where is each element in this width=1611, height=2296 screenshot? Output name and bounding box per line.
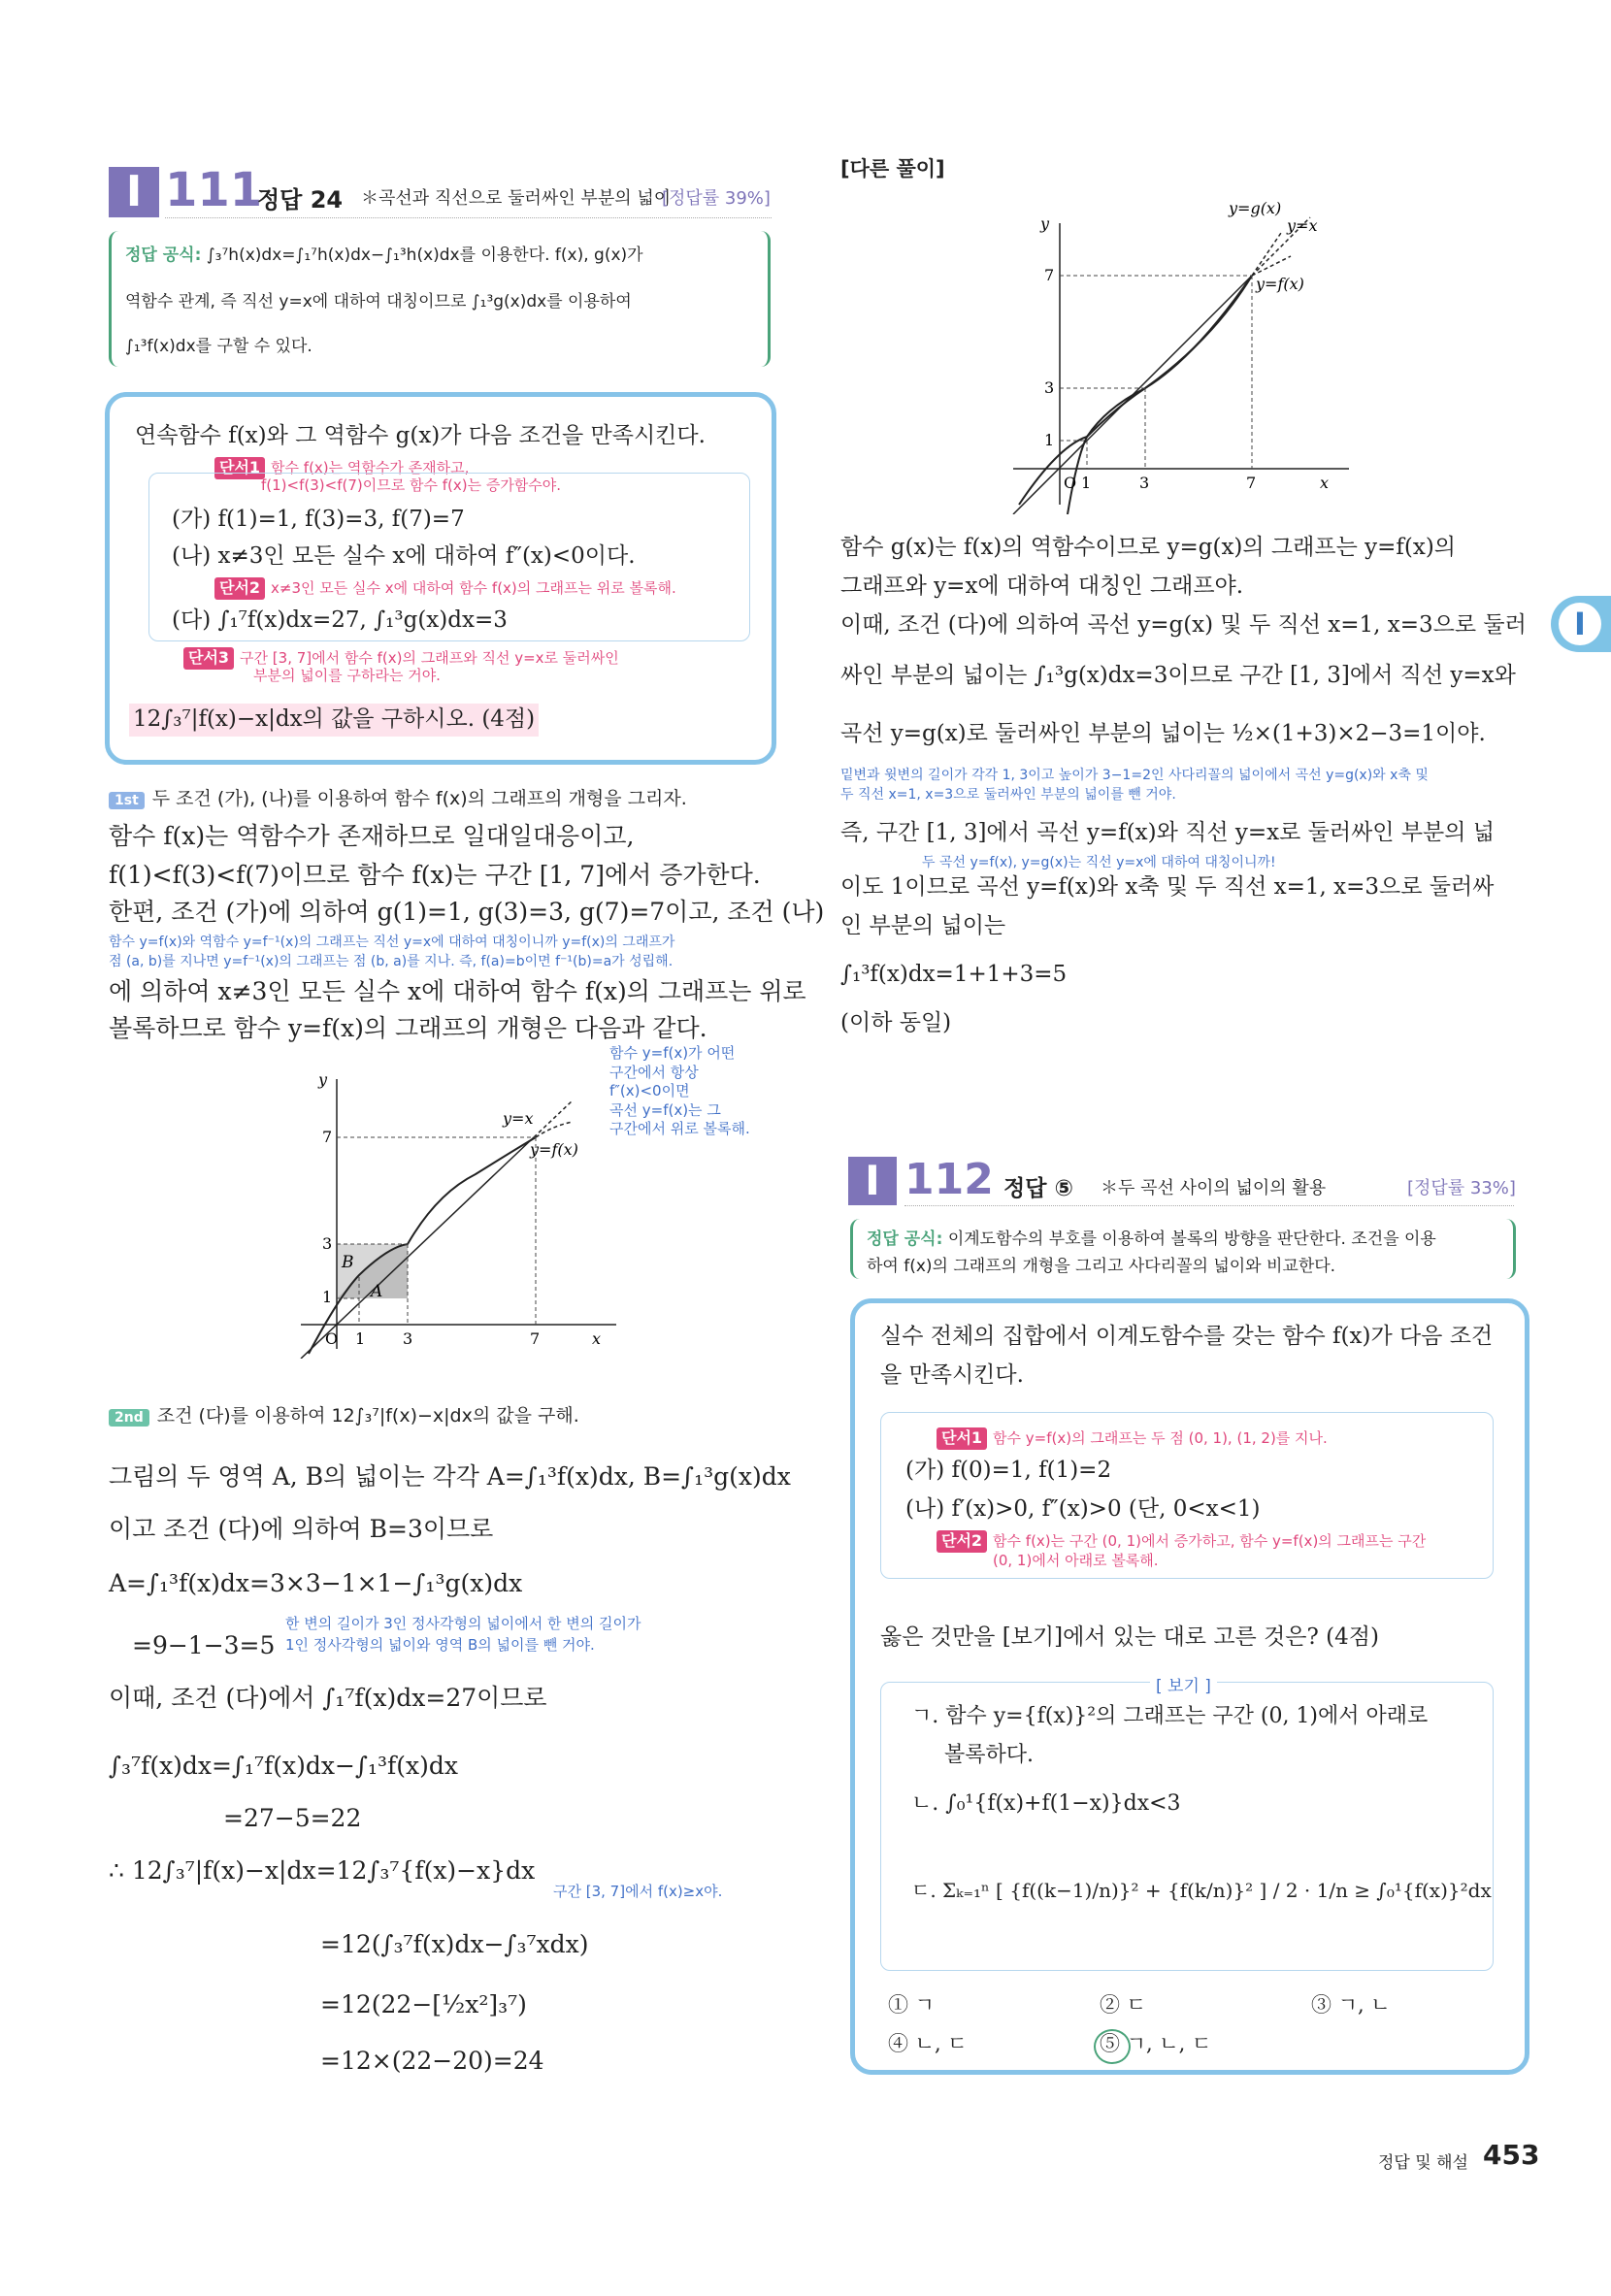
roman-numeral-badge: I bbox=[109, 167, 159, 217]
problem-box bbox=[850, 1298, 1529, 2075]
region-b-label: B bbox=[342, 1253, 354, 1272]
tick-x-3: 3 bbox=[403, 1329, 413, 1348]
alt-line-6: 즉, 구간 [1, 3]에서 곡선 y=f(x)와 직선 y=x로 둘러싸인 부분의 넓 bbox=[840, 820, 1496, 845]
formula-line-3: ∫₁³f(x)dx를 구할 수 있다. bbox=[125, 337, 312, 356]
hint-tag: 단서2 bbox=[214, 577, 265, 600]
step-badge: 2nd bbox=[109, 1409, 149, 1427]
tick-x-3: 3 bbox=[1139, 474, 1150, 492]
tick-y-3: 3 bbox=[322, 1234, 333, 1253]
bogi-item-3: ㄷ. Σₖ₌₁ⁿ [ {f((k−1)/n)}² + {f(k/n)}² ] / 2 · 1/n ≥ ∫₀¹{f(x)}²dx bbox=[911, 1879, 1492, 1902]
step-badge: 1st bbox=[109, 792, 145, 809]
condition-da: (다) ∫₁⁷f(x)dx=27, ∫₁³g(x)dx=3 bbox=[172, 607, 508, 633]
page-number: 453 bbox=[1483, 2139, 1540, 2171]
step1-line-1: 함수 f(x)는 역함수가 존재하므로 일대일대응이고, bbox=[109, 822, 635, 850]
step2-line-11: =12×(22−20)=24 bbox=[320, 2047, 544, 2075]
step1-line-5: 볼록하므로 함수 y=f(x)의 그래프의 개형은 다음과 같다. bbox=[109, 1014, 707, 1042]
step2-line-10: =12(22−[½x²]₃⁷) bbox=[320, 1990, 527, 2018]
bogi-item-2: ㄴ. ∫₀¹{f(x)+f(1−x)}dx<3 bbox=[911, 1791, 1181, 1816]
step2-line-3: A=∫₁³f(x)dx=3×3−1×1−∫₁³g(x)dx bbox=[109, 1569, 523, 1597]
hint-3-line-2: 부분의 넓이를 구하라는 거야. bbox=[253, 667, 441, 684]
x-axis-label: x bbox=[592, 1329, 602, 1348]
alt-line-1: 함수 g(x)는 f(x)의 역함수이므로 y=g(x)의 그래프는 y=f(x)의 bbox=[840, 535, 1457, 560]
hint-3: 단서3 구간 [3, 7]에서 함수 f(x)의 그래프와 직선 y=x로 둘러싸인 bbox=[183, 647, 619, 670]
step-1-heading: 1st 두 조건 (가), (나)를 이용하여 함수 f(x)의 그래프의 개형을 그리자. bbox=[109, 784, 687, 810]
problem-topic: ＊곡선과 직선으로 둘러싸인 부분의 넓이 bbox=[361, 188, 672, 209]
choice-3[interactable]: ③ ㄱ, ㄴ bbox=[1311, 1993, 1391, 2017]
alt-solution-title: [다른 풀이] bbox=[840, 157, 945, 180]
hint-2-line-2: (0, 1)에서 아래로 볼록해. bbox=[993, 1552, 1159, 1569]
alt-line-9: ∫₁³f(x)dx=1+1+3=5 bbox=[840, 962, 1068, 987]
condition-ga: (가) f(1)=1, f(3)=3, f(7)=7 bbox=[172, 507, 465, 532]
chapter-side-tab: I bbox=[1551, 596, 1611, 652]
condition-ga: (가) f(0)=1, f(1)=2 bbox=[905, 1458, 1112, 1483]
step-2-heading: 2nd 조건 (다)를 이용하여 12∫₃⁷|f(x)−x|dx의 값을 구해. bbox=[109, 1401, 579, 1427]
y-axis-label: y bbox=[1040, 214, 1050, 233]
alt-line-8: 인 부분의 넓이는 bbox=[840, 913, 1006, 938]
bogi-item-1: ㄱ. 함수 y={f(x)}²의 그래프는 구간 (0, 1)에서 아래로 bbox=[911, 1704, 1429, 1728]
region-a-label: A bbox=[371, 1282, 383, 1301]
hint-1: 단서1 함수 y=f(x)의 그래프는 두 점 (0, 1), (1, 2)를 지나. bbox=[937, 1427, 1328, 1450]
accuracy-rate: [정답률 33%] bbox=[1407, 1178, 1516, 1198]
answer-mark-circle bbox=[1094, 2029, 1131, 2064]
problem-question: 12∫₃⁷|f(x)−x|dx의 값을 구하시오. (4점) bbox=[129, 704, 539, 737]
tick-y-1: 1 bbox=[322, 1288, 333, 1306]
hint-1: 단서1 함수 f(x)는 역함수가 존재하고, bbox=[214, 457, 469, 479]
choice-2[interactable]: ② ㄷ bbox=[1100, 1993, 1146, 2017]
line-label: y=x bbox=[503, 1109, 534, 1128]
step1-note-b: 점 (a, b)를 지나면 y=f⁻¹(x)의 그래프는 점 (b, a)를 지나. 즉, f(a)=b이면 f⁻¹(b)=a가 성립해. bbox=[109, 954, 674, 969]
choice-5-correct[interactable]: ⑤ ㄱ, ㄴ, ㄷ bbox=[1100, 2032, 1212, 2055]
header-rule bbox=[165, 217, 772, 218]
bogi-item-1-cont: 볼록하다. bbox=[944, 1743, 1035, 1767]
problem-number: 111 bbox=[165, 163, 263, 217]
step2-line-4: =9−1−3=5 bbox=[132, 1631, 276, 1659]
accuracy-rate: [정답률 39%] bbox=[662, 188, 771, 209]
problem-intro: 연속함수 f(x)와 그 역함수 g(x)가 다음 조건을 만족시킨다. bbox=[135, 423, 706, 448]
footer-label: 정답 및 해설 bbox=[1378, 2153, 1468, 2173]
formula-label: 정답 공식: bbox=[125, 246, 202, 265]
step2-line-2: 이고 조건 (다)에 의하여 B=3이므로 bbox=[109, 1515, 494, 1543]
step1-line-4: 에 의하여 x≠3인 모든 실수 x에 대하여 함수 f(x)의 그래프는 위로 bbox=[109, 977, 806, 1005]
step2-note-a: 한 변의 길이가 3인 정사각형의 넓이에서 한 변의 길이가 bbox=[285, 1615, 641, 1632]
tick-x-1: 1 bbox=[1081, 474, 1092, 492]
tick-x-7: 7 bbox=[1246, 474, 1257, 492]
alt-line-10: (이하 동일) bbox=[840, 1010, 952, 1035]
alt-line-7: 이도 1이므로 곡선 y=f(x)와 x축 및 두 직선 x=1, x=3으로 둘러싸 bbox=[840, 874, 1495, 900]
step2-note-c: 구간 [3, 7]에서 f(x)≥x야. bbox=[553, 1883, 723, 1900]
hint-2: 단서2 x≠3인 모든 실수 x에 대하여 함수 f(x)의 그래프는 위로 볼록해. bbox=[214, 577, 676, 600]
hint-tag: 단서2 bbox=[937, 1530, 987, 1553]
formula-label: 정답 공식: bbox=[867, 1230, 943, 1249]
step2-line-8: ∴ 12∫₃⁷|f(x)−x|dx=12∫₃⁷{f(x)−x}dx bbox=[109, 1856, 536, 1885]
bogi-title: [ 보기 ] bbox=[1150, 1672, 1217, 1696]
formula-box bbox=[850, 1219, 1516, 1279]
problem-topic: ＊두 곡선 사이의 넓이의 활용 bbox=[1101, 1178, 1327, 1198]
curve-label: y=f(x) bbox=[530, 1140, 578, 1159]
condition-na: (나) f′(x)>0, f″(x)>0 (단, 0<x<1) bbox=[905, 1496, 1261, 1522]
step1-side-note: 함수 y=f(x)가 어떤 구간에서 항상 f″(x)<0이면 곡선 y=f(x)는 그 구간에서 위로 볼록해. bbox=[609, 1044, 750, 1137]
formula-line-2: 하여 f(x)의 그래프의 개형을 그리고 사다리꼴의 넓이와 비교한다. bbox=[867, 1257, 1336, 1276]
hint-tag: 단서1 bbox=[214, 457, 265, 479]
hint-1-line-2: f(1)<f(3)<f(7)이므로 함수 f(x)는 증가함수야. bbox=[261, 476, 562, 494]
tick-x-1: 1 bbox=[355, 1329, 366, 1348]
problem-number: 112 bbox=[904, 1155, 994, 1204]
step1-line-3: 한편, 조건 (가)에 의하여 g(1)=1, g(3)=3, g(7)=7이고, 조건 (나) bbox=[109, 898, 825, 926]
alt-line-4: 싸인 부분의 넓이는 ∫₁³g(x)dx=3이므로 구간 [1, 3]에서 직선 y=x와 bbox=[840, 663, 1516, 688]
alt-note-c: 두 곡선 y=f(x), y=g(x)는 직선 y=x에 대하여 대칭이니까! bbox=[922, 855, 1276, 870]
choice-1[interactable]: ① ㄱ bbox=[888, 1993, 935, 2017]
roman-numeral-badge: I bbox=[848, 1157, 897, 1205]
line-y-eq-x bbox=[301, 1137, 534, 1359]
step1-line-2: f(1)<f(3)<f(7)이므로 함수 f(x)는 구간 [1, 7]에서 증가한다. bbox=[109, 861, 761, 889]
hint-tag: 단서3 bbox=[183, 647, 234, 670]
g-curve-label: y=g(x) bbox=[1229, 199, 1282, 217]
graph-f-g-line bbox=[1000, 194, 1368, 514]
y-axis-label: y bbox=[318, 1070, 328, 1089]
choice-4[interactable]: ④ ㄴ, ㄷ bbox=[888, 2032, 968, 2055]
step2-line-1: 그림의 두 영역 A, B의 넓이는 각각 A=∫₁³f(x)dx, B=∫₁³g(x)dx bbox=[109, 1462, 791, 1491]
alt-note-a: 밑변과 윗변의 길이가 각각 1, 3이고 높이가 3−1=2인 사다리꼴의 넓이에서 곡선 y=g(x)와 x축 및 bbox=[840, 768, 1429, 783]
tick-y-7: 7 bbox=[1044, 266, 1055, 284]
answer-label: 정답 24 bbox=[257, 186, 344, 213]
formula-line-1: 이계도함수의 부호를 이용하여 볼록의 방향을 판단한다. 조건을 이용 bbox=[947, 1230, 1436, 1249]
step2-note-b: 1인 정사각형의 넓이와 영역 B의 넓이를 뺀 거야. bbox=[285, 1636, 595, 1654]
alt-line-5: 곡선 y=g(x)로 둘러싸인 부분의 넓이는 ½×(1+3)×2−3=1이야. bbox=[840, 721, 1486, 746]
formula-box bbox=[109, 231, 771, 367]
header-rule bbox=[904, 1205, 1514, 1206]
line-label: y=x bbox=[1287, 216, 1318, 235]
alt-line-3: 이때, 조건 (다)에 의하여 곡선 y=g(x) 및 두 직선 x=1, x=3으로 둘러 bbox=[840, 612, 1527, 638]
tick-y-3: 3 bbox=[1044, 378, 1055, 397]
tick-y-1: 1 bbox=[1044, 431, 1055, 449]
step2-line-9: =12(∫₃⁷f(x)dx−∫₃⁷xdx) bbox=[320, 1930, 589, 1958]
formula-line-1: ∫₃⁷h(x)dx=∫₁⁷h(x)dx−∫₁³h(x)dx를 이용한다. f(x), g(x)가 bbox=[206, 246, 643, 265]
alt-line-2: 그래프와 y=x에 대하여 대칭인 그래프야. bbox=[840, 574, 1244, 599]
answer-label: 정답 ⑤ bbox=[1003, 1176, 1073, 1201]
f-curve-label: y=f(x) bbox=[1256, 275, 1304, 293]
tick-y-7: 7 bbox=[322, 1128, 333, 1146]
hint-2: 단서2 함수 f(x)는 구간 (0, 1)에서 증가하고, 함수 y=f(x)의 그래프는 구간 bbox=[937, 1530, 1426, 1553]
x-axis-label: x bbox=[1320, 474, 1330, 492]
origin-label: O bbox=[325, 1329, 339, 1348]
condition-na: (나) x≠3인 모든 실수 x에 대하여 f″(x)<0이다. bbox=[172, 543, 636, 569]
step2-line-6: ∫₃⁷f(x)dx=∫₁⁷f(x)dx−∫₁³f(x)dx bbox=[109, 1752, 458, 1780]
origin-label: O bbox=[1064, 474, 1077, 492]
step2-line-5: 이때, 조건 (다)에서 ∫₁⁷f(x)dx=27이므로 bbox=[109, 1684, 547, 1712]
problem-question: 옳은 것만을 [보기]에서 있는 대로 고른 것은? (4점) bbox=[880, 1624, 1379, 1650]
graph-f-and-line bbox=[281, 1067, 631, 1359]
alt-note-b: 두 직선 x=1, x=3으로 둘러싸인 부분의 넓이를 뺀 거야. bbox=[840, 787, 1176, 803]
tick-x-7: 7 bbox=[530, 1329, 541, 1348]
curve-g bbox=[1068, 276, 1252, 514]
step2-line-7: =27−5=22 bbox=[223, 1804, 362, 1832]
problem-intro-2: 을 만족시킨다. bbox=[880, 1362, 1024, 1388]
step1-note-a: 함수 y=f(x)와 역함수 y=f⁻¹(x)의 그래프는 직선 y=x에 대하여 대칭이니까 y=f(x)의 그래프가 bbox=[109, 935, 675, 950]
hint-tag: 단서1 bbox=[937, 1427, 987, 1450]
formula-line-2: 역함수 관계, 즉 직선 y=x에 대하여 대칭이므로 ∫₁³g(x)dx를 이용하여 bbox=[125, 292, 632, 312]
problem-intro-1: 실수 전체의 집합에서 이계도함수를 갖는 함수 f(x)가 다음 조건 bbox=[880, 1324, 1494, 1349]
problem-box bbox=[105, 392, 776, 765]
